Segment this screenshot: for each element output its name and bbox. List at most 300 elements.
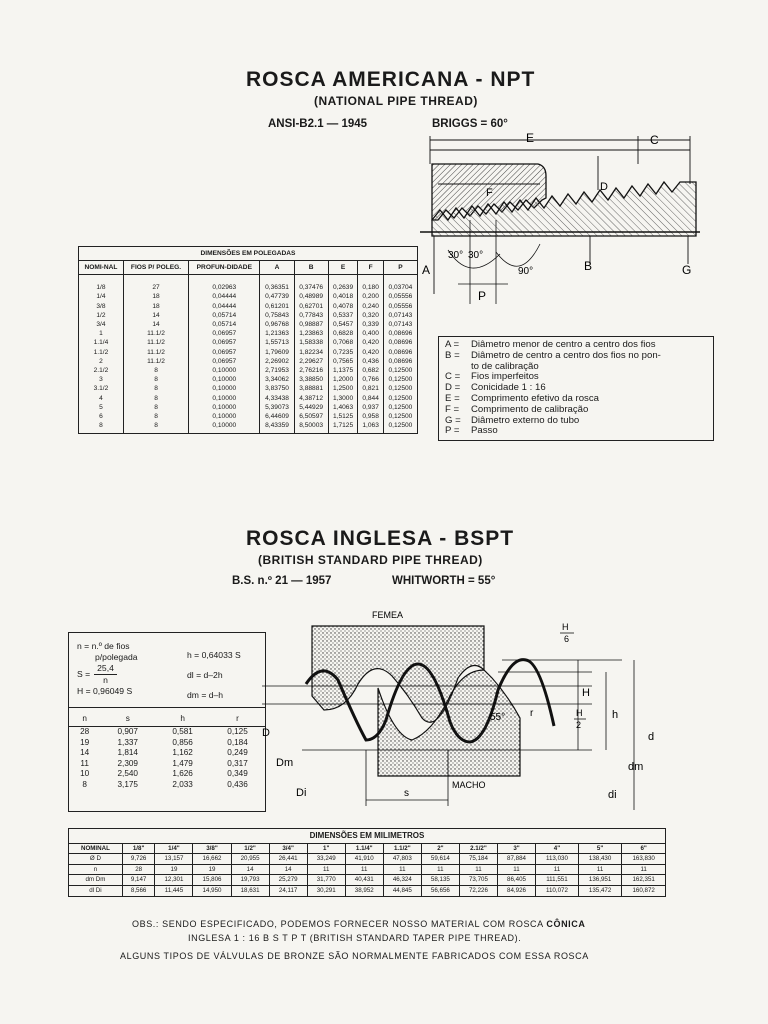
npt-table-cell: 0,12500 — [383, 366, 417, 375]
npt-table-cell: 0,200 — [358, 292, 383, 301]
npt-table-cell: 8 — [79, 421, 124, 434]
npt-table-cell: 18 — [123, 302, 188, 311]
bspt-mm-cell: 15,806 — [193, 875, 231, 886]
bspt-mm-cell: 163,830 — [622, 854, 666, 865]
npt-table-cell: 0,08696 — [383, 338, 417, 347]
npt-subtitle: (NATIONAL PIPE THREAD) — [314, 94, 478, 108]
npt-table-cell: 0,240 — [358, 302, 383, 311]
npt-label-B: B — [584, 259, 593, 273]
bspt-mm-cell: 11 — [345, 864, 383, 875]
bspt-thread-cell: 1,479 — [172, 758, 193, 768]
bspt-thread-cell: 0,184 — [227, 737, 248, 747]
npt-table-cell: 0,05714 — [189, 320, 260, 329]
npt-table-cell: 0,2639 — [328, 275, 358, 293]
bspt-thread-cell: 19 — [80, 737, 90, 747]
bspt-mm-cell: 136,951 — [578, 875, 622, 886]
bspt-mm-header: 3/4" — [269, 843, 307, 854]
bspt-mm-cell: 28 — [122, 864, 155, 875]
bspt-mm-cell: 110,072 — [536, 885, 579, 896]
npt-table-cell: 8 — [123, 384, 188, 393]
npt-table-cell: 0,7235 — [328, 348, 358, 357]
bspt-formula-dm: dm = d–h — [187, 690, 224, 700]
npt-table-cell: 2,29627 — [294, 357, 328, 366]
npt-table-cell: 0,12500 — [383, 403, 417, 412]
bspt-thread-cell: 1,337 — [117, 737, 138, 747]
npt-briggs: BRIGGS = 60° — [432, 118, 508, 130]
bspt-mm-cell: 14 — [269, 864, 307, 875]
bspt-th-s: s — [100, 711, 155, 727]
npt-table-cell: 11.1/2 — [123, 329, 188, 338]
npt-th-profundidade: PROFUN-DIDADE — [189, 261, 260, 275]
npt-table-cell: 0,08696 — [383, 348, 417, 357]
bspt-thread-cell: 3,175 — [117, 779, 138, 789]
bspt-thread-cell: 0,907 — [117, 727, 138, 736]
npt-table-cell: 0,4018 — [328, 292, 358, 301]
npt-table-cell: 1,79609 — [260, 348, 294, 357]
bspt-mm-header: 3" — [497, 843, 535, 854]
npt-angle-90: 90° — [518, 266, 534, 277]
bspt-mm-row — [69, 885, 666, 896]
npt-th-nominal: NOMI-NAL — [79, 261, 124, 275]
npt-table-cell: 0,436 — [358, 357, 383, 366]
bspt-thread-cell: 0,125 — [227, 727, 248, 736]
bspt-mm-cell: 11 — [459, 864, 497, 875]
npt-table-row — [79, 338, 418, 347]
bspt-th-n: n — [69, 711, 100, 727]
bspt-mm-header: 3/8" — [193, 843, 231, 854]
bspt-thread-cell: 0,581 — [172, 727, 193, 736]
npt-table-cell: 0,07143 — [383, 320, 417, 329]
npt-table-cell: 1,7125 — [328, 421, 358, 434]
bspt-mm-cell: 86,405 — [497, 875, 535, 886]
bspt-mm-header: 2.1/2" — [459, 843, 497, 854]
npt-label-F: F — [486, 187, 493, 199]
bspt-mm-header: 1" — [307, 843, 345, 854]
bspt-label-macho: MACHO — [452, 780, 486, 790]
npt-label-C: C — [650, 133, 659, 147]
npt-table-body — [79, 275, 418, 434]
npt-table-cell: 0,339 — [358, 320, 383, 329]
bspt-mm-cell: Ø D — [69, 854, 123, 865]
npt-label-P: P — [478, 289, 487, 303]
npt-table-cell: 2.1/2 — [79, 366, 124, 375]
npt-table-cell: 0,75843 — [260, 311, 294, 320]
npt-table-cell: 0,400 — [358, 329, 383, 338]
bspt-label-D: D — [262, 727, 270, 739]
bspt-thread-row — [69, 759, 265, 770]
npt-table-cell: 0,04444 — [189, 302, 260, 311]
bspt-thread-diagram — [262, 600, 668, 812]
bspt-thread-cell: 0,249 — [227, 748, 248, 757]
npt-label-A: A — [422, 263, 431, 277]
npt-table-cell: 1/8 — [79, 275, 124, 293]
npt-table-cell: 11.1/2 — [123, 348, 188, 357]
npt-table-cell: 6,50597 — [294, 412, 328, 421]
bspt-mm-caption: DIMENSÕES EM MILIMETROS — [69, 829, 666, 844]
bspt-mm-row — [69, 875, 666, 886]
bspt-label-d: d — [648, 731, 655, 743]
npt-table-cell: 1,5125 — [328, 412, 358, 421]
npt-table-cell: 0,937 — [358, 403, 383, 412]
npt-legend-text: Diâmetro de centro a centro dos fios no pon- — [471, 349, 661, 361]
bspt-mm-cell: 72,226 — [459, 885, 497, 896]
bspt-thread-cell: 1,626 — [172, 769, 193, 778]
npt-legend-key: E = — [445, 392, 460, 404]
bspt-mm-cell: 38,952 — [345, 885, 383, 896]
npt-table-cell: 1,3000 — [328, 394, 358, 403]
bspt-thread-row — [69, 738, 265, 749]
bspt-mm-cell: 30,291 — [307, 885, 345, 896]
bspt-mm-cell: 46,324 — [383, 875, 421, 886]
npt-table-cell: 0,37476 — [294, 275, 328, 293]
npt-table-cell: 1.1/2 — [79, 348, 124, 357]
npt-table-cell: 0,04444 — [189, 292, 260, 301]
npt-table-cell: 0,08696 — [383, 357, 417, 366]
bspt-thread-cell: 2,540 — [117, 769, 138, 778]
bspt-obs-line3: ALGUNS TIPOS DE VÁLVULAS DE BRONZE SÃO NORMALMENTE FABRICADOS COM ESSA ROSCA — [120, 951, 589, 961]
bspt-thread-cell: 2,033 — [172, 779, 193, 789]
bspt-mm-cell: 19,793 — [231, 875, 269, 886]
npt-table-cell: 14 — [123, 311, 188, 320]
bspt-mm-header: 1/2" — [231, 843, 269, 854]
bspt-label-H2-2: 2 — [576, 720, 582, 730]
npt-table-cell: 18 — [123, 292, 188, 301]
npt-table-cell: 0,03704 — [383, 275, 417, 293]
bspt-mm-cell: 75,184 — [459, 854, 497, 865]
npt-table-cell: 8 — [123, 366, 188, 375]
npt-table-cell: 4,38712 — [294, 394, 328, 403]
bspt-formula-box — [68, 632, 266, 812]
npt-table-caption: DIMENSÕES EM POLEGADAS — [79, 247, 418, 261]
bspt-formula-H: H = 0,96049 S — [77, 686, 133, 696]
npt-table-cell: 3.1/2 — [79, 384, 124, 393]
bspt-mm-cell: 56,656 — [421, 885, 459, 896]
npt-table-cell: 0,5337 — [328, 311, 358, 320]
bspt-mm-cell: dm Dm — [69, 875, 123, 886]
npt-table-cell: 8 — [123, 412, 188, 421]
npt-table-cell: 0,6828 — [328, 329, 358, 338]
npt-table-cell: 0,12500 — [383, 394, 417, 403]
bspt-mm-cell: 162,351 — [622, 875, 666, 886]
bspt-mm-cell: 14,950 — [193, 885, 231, 896]
bspt-mm-cell: 41,910 — [345, 854, 383, 865]
npt-th-e: E — [328, 261, 358, 275]
npt-table-cell: 1,21363 — [260, 329, 294, 338]
bspt-mm-cell: 9,726 — [122, 854, 155, 865]
npt-table-row — [79, 394, 418, 403]
bspt-subtitle: (BRITISH STANDARD PIPE THREAD) — [258, 553, 483, 567]
npt-table-row — [79, 302, 418, 311]
npt-table-cell: 2,71953 — [260, 366, 294, 375]
npt-legend-key: G = — [445, 414, 461, 426]
bspt-thread-row — [69, 727, 265, 738]
bspt-mm-cell: 24,117 — [269, 885, 307, 896]
npt-table-cell: 3 — [79, 375, 124, 384]
npt-table-row — [79, 329, 418, 338]
npt-th-b: B — [294, 261, 328, 275]
bspt-formula-s: S = — [77, 669, 91, 679]
npt-table-cell: 5,39073 — [260, 403, 294, 412]
bspt-label-Dm: Dm — [276, 757, 294, 769]
npt-legend-text: Diâmetro menor de centro a centro dos fios — [471, 339, 656, 350]
bspt-thread-cell: 14 — [80, 748, 90, 757]
npt-legend-key: B = — [445, 349, 460, 361]
npt-table-cell: 0,10000 — [189, 421, 260, 434]
bspt-thread-cell: 11 — [80, 758, 89, 768]
bspt-label-s: s — [404, 788, 409, 799]
npt-legend-text: Fios imperfeitos — [471, 371, 539, 383]
bspt-mm-cell: 11 — [307, 864, 345, 875]
npt-table-cell: 0,10000 — [189, 412, 260, 421]
npt-table-cell: 3,38850 — [294, 375, 328, 384]
npt-table-cell: 0,05714 — [189, 311, 260, 320]
npt-legend-key: C = — [445, 371, 461, 383]
bspt-mm-cell: 113,030 — [536, 854, 579, 865]
bspt-mm-cell: 19 — [193, 864, 231, 875]
npt-label-E: E — [526, 131, 535, 145]
bspt-thread-cell: 0,856 — [172, 737, 193, 747]
npt-table-cell: 1 — [79, 329, 124, 338]
npt-legend-text: Passo — [471, 425, 498, 437]
npt-table-cell: 11.1/2 — [123, 357, 188, 366]
npt-table-cell: 3,83750 — [260, 384, 294, 393]
bspt-label-dm: dm — [628, 761, 644, 773]
bspt-mm-header: 1.1/4" — [345, 843, 383, 854]
bspt-thread-cell: 0,317 — [227, 758, 248, 768]
npt-table-cell: 0,05556 — [383, 292, 417, 301]
npt-table-cell: 0,12500 — [383, 412, 417, 421]
npt-table-cell: 0,10000 — [189, 403, 260, 412]
npt-table-cell: 1.1/4 — [79, 338, 124, 347]
npt-table-cell: 3/4 — [79, 320, 124, 329]
npt-table-cell: 0,98887 — [294, 320, 328, 329]
npt-table-cell: 0,844 — [358, 394, 383, 403]
npt-table-cell: 0,12500 — [383, 384, 417, 393]
npt-table-row — [79, 292, 418, 301]
bspt-obs-text1: OBS.: SENDO ESPECIFICADO, PODEMOS FORNECER NOSSO MATERIAL COM ROSCA — [132, 919, 544, 929]
npt-table-cell: 0,180 — [358, 275, 383, 293]
npt-table-cell: 0,821 — [358, 384, 383, 393]
npt-table-cell: 8 — [123, 421, 188, 434]
npt-thread-diagram — [400, 124, 710, 324]
bspt-mm-cell: 26,441 — [269, 854, 307, 865]
bspt-mm-cell: 59,614 — [421, 854, 459, 865]
npt-legend-text: to de calibração — [471, 360, 539, 372]
npt-table-cell: 0,10000 — [189, 384, 260, 393]
npt-table-cell: 0,05556 — [383, 302, 417, 311]
bspt-mm-cell: 11 — [421, 864, 459, 875]
bspt-thread-cell: 28 — [80, 727, 90, 736]
npt-table-cell: 8 — [123, 394, 188, 403]
npt-table-cell: 0,08696 — [383, 329, 417, 338]
bspt-obs-bold: CÔNICA — [546, 919, 586, 929]
npt-th-fios: FIOS P/ POLEG. — [123, 261, 188, 275]
npt-legend-item — [445, 426, 707, 437]
bspt-mm-header: 1/8" — [122, 843, 155, 854]
bspt-label-di: di — [608, 789, 617, 801]
npt-table-row — [79, 275, 418, 293]
npt-table-cell: 0,62701 — [294, 302, 328, 311]
npt-table-cell: 1,23863 — [294, 329, 328, 338]
npt-table-cell: 0,07143 — [383, 311, 417, 320]
bspt-mm-cell: 8,566 — [122, 885, 155, 896]
bspt-thread-cell: 10 — [80, 769, 90, 778]
npt-standard: ANSI-B2.1 — 1945 — [268, 118, 368, 130]
npt-legend-item — [445, 405, 707, 416]
bspt-formula-n2: p/polegada — [95, 652, 138, 662]
bspt-mm-row — [69, 854, 666, 865]
npt-legend-item — [445, 351, 707, 362]
npt-table-row — [79, 357, 418, 366]
bspt-label-H: H — [582, 687, 590, 699]
bspt-mm-cell: dl Di — [69, 885, 123, 896]
bspt-mm-cell: 9,147 — [122, 875, 155, 886]
npt-table-cell: 0,7068 — [328, 338, 358, 347]
npt-table-row — [79, 403, 418, 412]
bspt-thread-table — [69, 711, 265, 790]
npt-table-row — [79, 384, 418, 393]
bspt-thread-row — [69, 780, 265, 791]
bspt-label-Di: Di — [296, 787, 307, 799]
npt-legend-text: Diâmetro externo do tubo — [471, 414, 580, 426]
bspt-mm-cell: 160,872 — [622, 885, 666, 896]
bspt-mm-cell: 13,157 — [155, 854, 193, 865]
npt-table-cell: 1,4063 — [328, 403, 358, 412]
bspt-formula-s-den: n — [103, 675, 108, 685]
bspt-mm-cell: 11,445 — [155, 885, 193, 896]
bspt-mm-cell: 25,279 — [269, 875, 307, 886]
npt-table-cell: 1,82234 — [294, 348, 328, 357]
npt-table-cell: 1,2000 — [328, 375, 358, 384]
npt-table-cell: 0,4078 — [328, 302, 358, 311]
bspt-mm-cell: 47,803 — [383, 854, 421, 865]
npt-table-cell: 5,44929 — [294, 403, 328, 412]
bspt-mm-header: 5" — [578, 843, 622, 854]
bspt-mm-cell: 58,135 — [421, 875, 459, 886]
bspt-mm-cell: 11 — [497, 864, 535, 875]
bspt-mm-table — [68, 828, 666, 897]
npt-table-cell: 0,61201 — [260, 302, 294, 311]
bspt-mm-cell: 84,926 — [497, 885, 535, 896]
npt-table-cell: 0,420 — [358, 338, 383, 347]
bspt-thread-cell: 8 — [82, 779, 87, 789]
npt-table-cell: 0,48989 — [294, 292, 328, 301]
bspt-label-H6-H: H — [562, 622, 569, 632]
bspt-mm-header: 1.1/2" — [383, 843, 421, 854]
npt-table-cell: 3,34062 — [260, 375, 294, 384]
bspt-title: ROSCA INGLESA - BSPT — [246, 527, 515, 550]
bspt-label-femea: FEMEA — [372, 610, 404, 620]
npt-legend-key: P = — [445, 425, 460, 437]
npt-table-row — [79, 348, 418, 357]
bspt-mm-cell: 20,955 — [231, 854, 269, 865]
bspt-mm-cell: 73,705 — [459, 875, 497, 886]
bspt-th-h: h — [155, 711, 210, 727]
bspt-mm-cell: n — [69, 864, 123, 875]
bspt-mm-cell: 11 — [578, 864, 622, 875]
npt-table-cell: 0,77843 — [294, 311, 328, 320]
bspt-mm-cell: 19 — [155, 864, 193, 875]
bspt-thread-cell: 0,436 — [227, 779, 248, 789]
npt-angle-30b: 30° — [468, 250, 484, 261]
bspt-mm-cell: 11 — [383, 864, 421, 875]
npt-legend-key: D = — [445, 382, 461, 394]
npt-table-cell: 0,12500 — [383, 421, 417, 434]
bspt-mm-row — [69, 864, 666, 875]
npt-table-cell: 4,33438 — [260, 394, 294, 403]
npt-table-cell: 4 — [79, 394, 124, 403]
bspt-thread-cell: 1,162 — [172, 748, 193, 757]
npt-table-row — [79, 412, 418, 421]
npt-table-cell: 11.1/2 — [123, 338, 188, 347]
npt-table-cell: 6 — [79, 412, 124, 421]
bspt-formula-s-num: 25,4 — [94, 663, 117, 675]
npt-table-cell: 8 — [123, 403, 188, 412]
bspt-mm-header: 2" — [421, 843, 459, 854]
npt-table-cell: 0,5457 — [328, 320, 358, 329]
npt-table-cell: 2 — [79, 357, 124, 366]
bspt-mm-header: NOMINAL — [69, 843, 123, 854]
bspt-mm-cell: 31,770 — [307, 875, 345, 886]
bspt-mm-cell: 11 — [536, 864, 579, 875]
bspt-mm-cell: 12,301 — [155, 875, 193, 886]
npt-legend-key: A = — [445, 339, 460, 350]
npt-dimensions-table — [78, 246, 418, 434]
npt-table-cell: 14 — [123, 320, 188, 329]
npt-table-cell: 0,96768 — [260, 320, 294, 329]
npt-table-cell: 0,06957 — [189, 338, 260, 347]
bspt-label-h: h — [612, 709, 619, 721]
bspt-th-r: r — [210, 711, 265, 727]
bspt-formula-dl: dl = d–2h — [187, 670, 223, 680]
bspt-thread-cell: 2,309 — [117, 758, 138, 768]
npt-label-D: D — [600, 181, 608, 193]
npt-table-cell: 5 — [79, 403, 124, 412]
npt-table-cell: 8 — [123, 375, 188, 384]
bspt-mm-cell: 40,431 — [345, 875, 383, 886]
bspt-obs-line1 — [132, 918, 585, 930]
bspt-formula-n: n = n.º de fios — [77, 641, 130, 651]
bspt-thread-cell: 0,349 — [227, 769, 248, 778]
bspt-obs-line2: INGLESA 1 : 16 B S T P T (BRITISH STANDARD TAPER PIPE THREAD). — [188, 933, 522, 943]
npt-th-a: A — [260, 261, 294, 275]
npt-legend — [438, 336, 714, 441]
npt-table-cell: 0,420 — [358, 348, 383, 357]
npt-table-cell: 0,02963 — [189, 275, 260, 293]
bspt-mm-header: 1/4" — [155, 843, 193, 854]
bspt-mm-cell: 138,430 — [578, 854, 622, 865]
npt-table-cell: 2,26902 — [260, 357, 294, 366]
npt-table-cell: 1/4 — [79, 292, 124, 301]
npt-table-cell: 1,1375 — [328, 366, 358, 375]
npt-th-p: P — [383, 261, 417, 275]
bspt-standard: B.S. n.º 21 — 1957 — [232, 575, 332, 587]
npt-table-cell: 1/2 — [79, 311, 124, 320]
npt-table-cell: 0,36351 — [260, 275, 294, 293]
npt-table-cell: 0,47739 — [260, 292, 294, 301]
npt-table-cell: 0,7565 — [328, 357, 358, 366]
npt-table-row — [79, 366, 418, 375]
npt-table-cell: 8,50003 — [294, 421, 328, 434]
bspt-thread-row — [69, 748, 265, 759]
npt-table-cell: 3/8 — [79, 302, 124, 311]
npt-table-cell: 0,06957 — [189, 348, 260, 357]
bspt-whitworth: WHITWORTH = 55° — [392, 575, 496, 587]
bspt-mm-cell: 14 — [231, 864, 269, 875]
npt-label-G: G — [682, 263, 692, 277]
npt-table-cell: 1,58338 — [294, 338, 328, 347]
npt-angle-30a: 30° — [448, 250, 464, 261]
